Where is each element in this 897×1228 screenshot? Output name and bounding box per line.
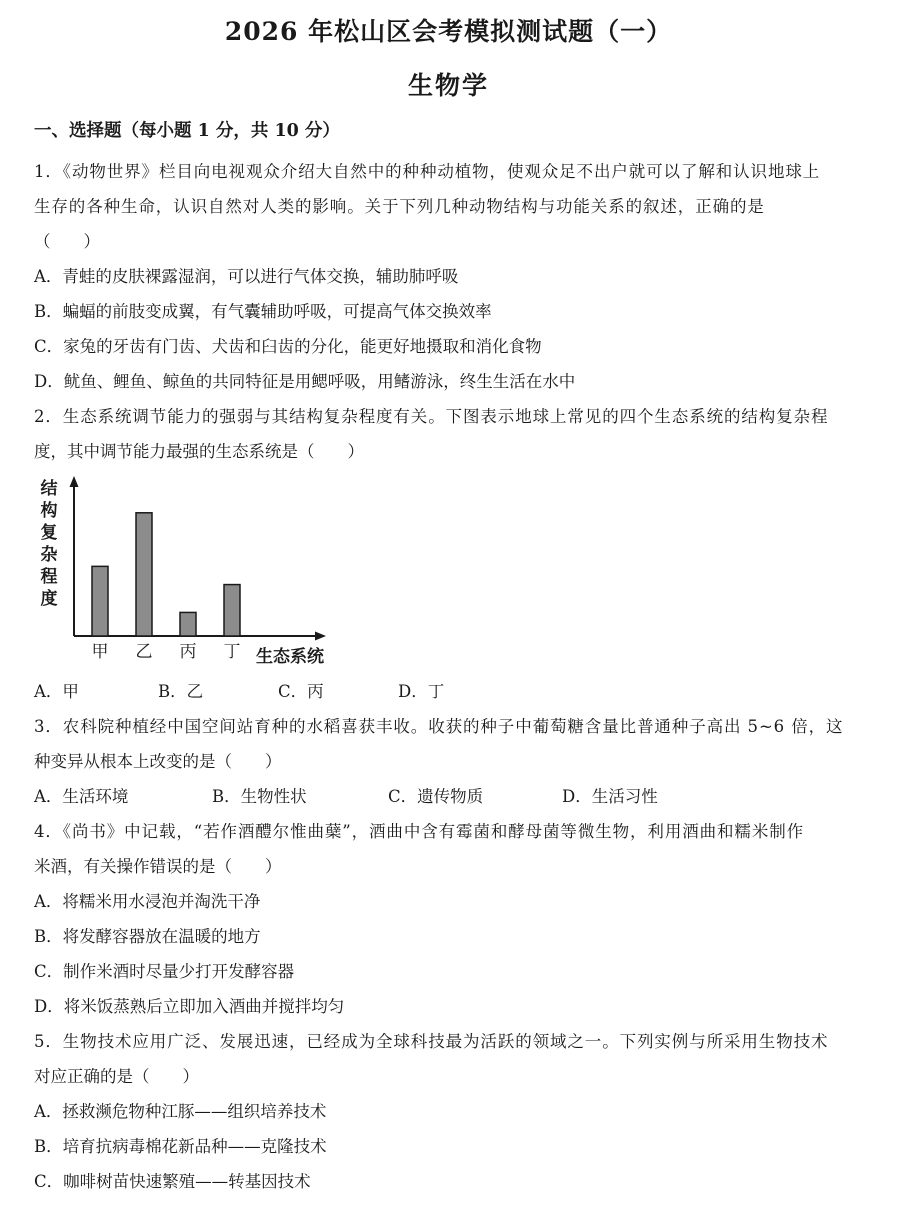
chart-x-axis-label: 生态系统: [256, 647, 324, 667]
chart-bar-1: [92, 566, 108, 636]
q2-stem-line2: 度，其中调节能力最强的生态系统是（ ）: [34, 442, 364, 461]
section-heading: 一、选择题（每小题 1 分，共 10 分）: [34, 121, 340, 141]
q1-answer-bracket: （ ）: [34, 232, 100, 251]
q4-option-b: B．将发酵容器放在温暖的地方: [34, 927, 261, 946]
q4-option-d: D．将米饭蒸熟后立即加入酒曲并搅拌均匀: [34, 997, 345, 1016]
q3-stem-line2: 种变异从根本上改变的是（ ）: [34, 752, 282, 771]
chart-category-label: 甲: [91, 642, 109, 662]
q1-option-a: A．青蛙的皮肤裸露湿润，可以进行气体交换，辅助肺呼吸: [34, 267, 459, 286]
q1-option-c: C．家兔的牙齿有门齿、犬齿和臼齿的分化，能更好地摄取和消化食物: [34, 337, 542, 356]
q1-stem-line1: 1．《动物世界》栏目向电视观众介绍大自然中的种种动植物，使观众足不出户就可以了解和认识地球上: [34, 162, 821, 181]
ecosystem-complexity-chart: [34, 472, 354, 672]
q2-option-a: A．甲: [34, 682, 79, 701]
chart-y-axis-arrow: [70, 476, 79, 487]
q1-option-b: B．蝙蝠的前肢变成翼，有气囊辅助呼吸，可提高气体交换效率: [34, 302, 492, 321]
q2-option-b: B．乙: [158, 682, 204, 701]
q4-stem-line2: 米酒，有关操作错误的是（ ）: [34, 857, 282, 876]
q5-option-b: B．培育抗病毒棉花新品种——克隆技术: [34, 1137, 327, 1156]
q2-stem-line1: 2．生态系统调节能力的强弱与其结构复杂程度有关。下图表示地球上常见的四个生态系统的结构复杂程: [34, 407, 829, 426]
exam-title: 2026 年松山区会考模拟测试题（一）: [224, 17, 673, 46]
q3-option-b: B．生物性状: [212, 787, 307, 806]
q5-option-a: A．拯救濒危物种江豚——组织培养技术: [34, 1102, 327, 1121]
chart-category-label: 丁: [223, 642, 241, 662]
q3-option-d: D．生活习性: [562, 787, 658, 806]
chart-y-axis-label: 结构复杂程度: [40, 479, 58, 609]
q4-option-c: C．制作米酒时尽量少打开发酵容器: [34, 962, 295, 981]
chart-category-label: 乙: [135, 642, 153, 662]
q3-stem-line1: 3．农科院种植经中国空间站育种的水稻喜获丰收。收获的种子中葡萄糖含量比普通种子高出 5~6 倍，这: [34, 717, 844, 736]
chart-category-label: 丙: [179, 642, 197, 662]
q3-option-a: A．生活环境: [34, 787, 129, 806]
q2-option-c: C．丙: [278, 682, 324, 701]
q5-stem-line2: 对应正确的是（ ）: [34, 1067, 199, 1086]
chart-x-axis-arrow: [315, 632, 326, 641]
chart-bar-3: [180, 612, 196, 636]
q5-stem-line1: 5．生物技术应用广泛、发展迅速，已经成为全球科技最为活跃的领域之一。下列实例与所采用生物技术: [34, 1032, 829, 1051]
q5-option-c: C．咖啡树苗快速繁殖——转基因技术: [34, 1172, 311, 1191]
subject-title: 生物学: [407, 71, 489, 100]
q4-stem-line1: 4．《尚书》中记载，“若作酒醴尔惟曲蘖”，酒曲中含有霉菌和酵母菌等微生物，利用酒曲和糯米制作: [34, 822, 805, 841]
chart-bar-4: [224, 585, 240, 636]
q4-option-a: A．将糯米用水浸泡并淘洗干净: [34, 892, 261, 911]
chart-bar-2: [136, 513, 152, 636]
q3-option-c: C．遗传物质: [388, 787, 484, 806]
q1-option-d: D．鱿鱼、鲤鱼、鲸鱼的共同特征是用鳃呼吸，用鳍游泳，终生生活在水中: [34, 372, 576, 391]
q1-stem-line2: 生存的各种生命，认识自然对人类的影响。关于下列几种动物结构与功能关系的叙述，正确的是: [34, 197, 765, 216]
q2-option-d: D．丁: [398, 682, 445, 701]
